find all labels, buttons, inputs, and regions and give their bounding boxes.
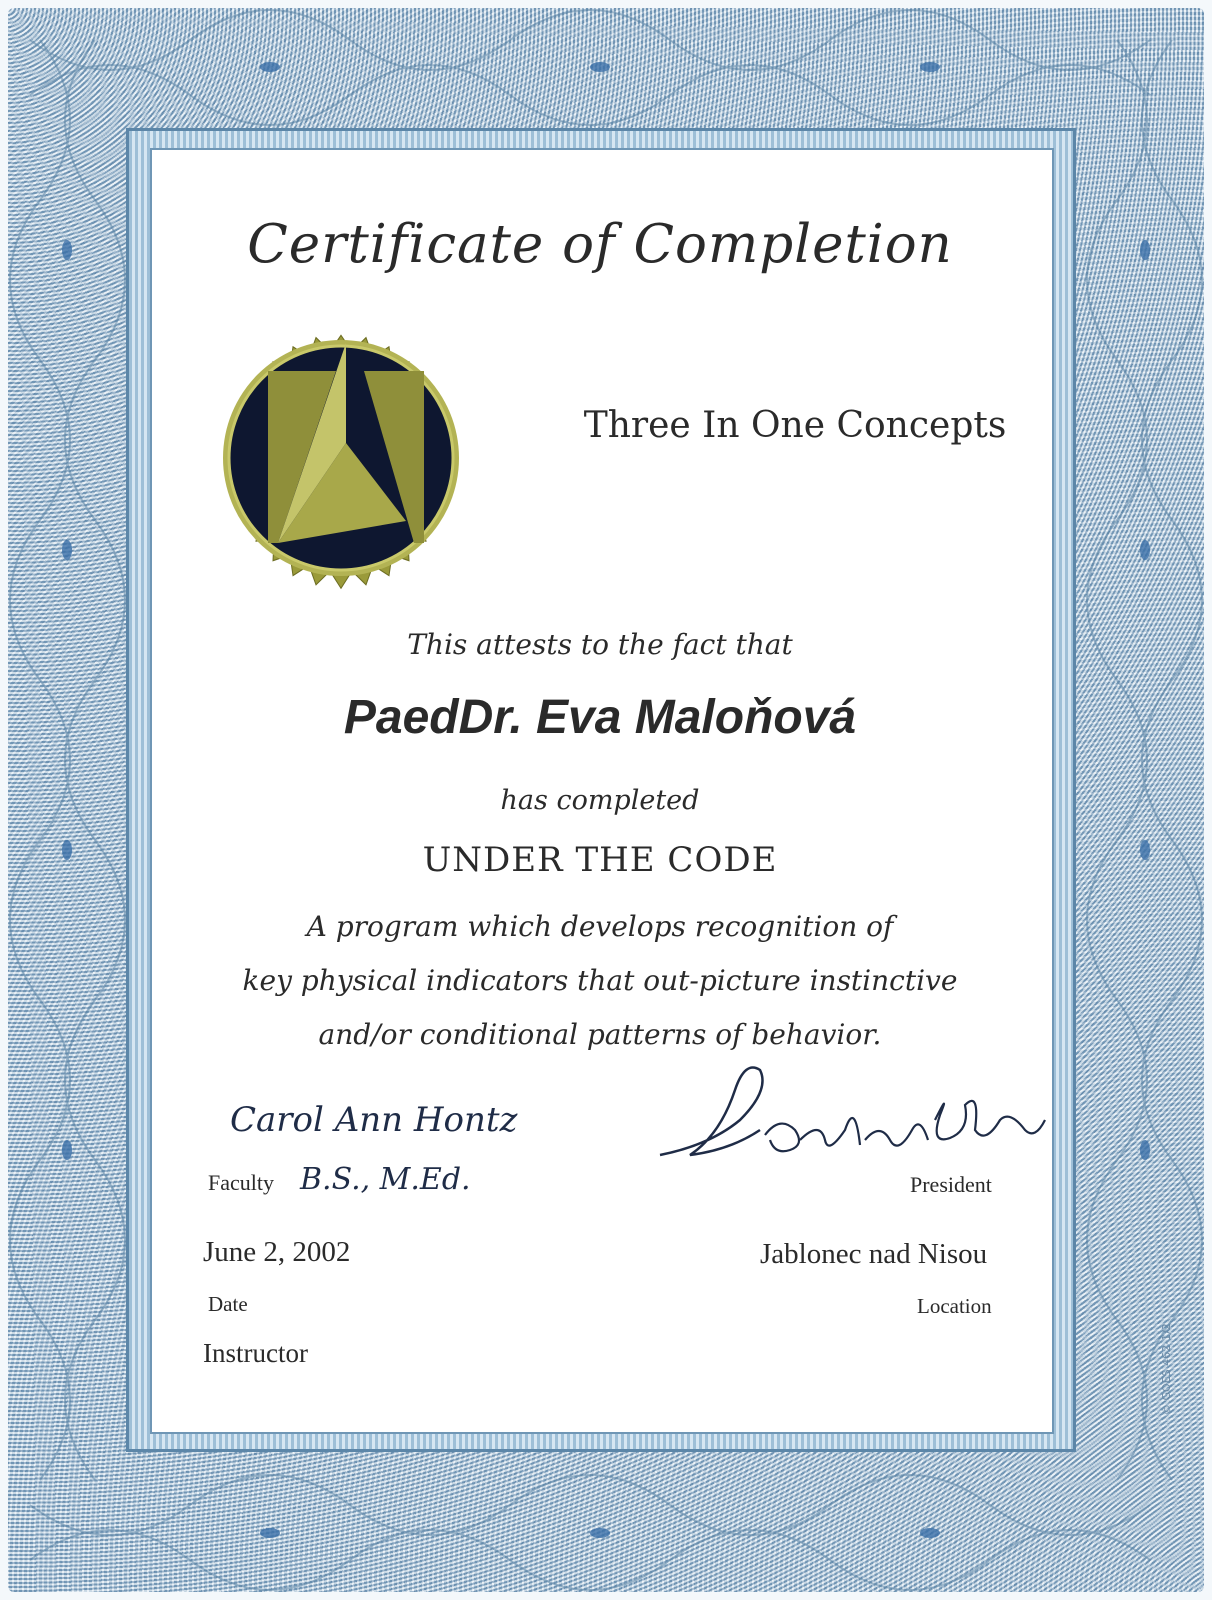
course-description [150, 900, 1050, 1062]
recipient-name: PaedDr. Eva Maloňová [343, 691, 857, 744]
print-code: © GOES 462-1/2 [1160, 1323, 1173, 1415]
date-value: June 2, 2002 [203, 1236, 351, 1268]
attests-line: This attests to the fact that [407, 628, 793, 661]
has-completed-line: has completed [500, 785, 700, 816]
location-value: Jablonec nad Nisou [760, 1238, 988, 1270]
description-line: A program which develops recognition of [306, 910, 894, 943]
organization-name: Three In One Concepts [583, 405, 1007, 446]
instructor-label: Instructor [203, 1338, 308, 1368]
faculty-signature: Carol Ann Hontz [230, 1100, 518, 1140]
description-line: and/or conditional patterns of behavior. [318, 1018, 882, 1051]
course-name: UNDER THE CODE [422, 840, 778, 880]
faculty-credentials: B.S., M.Ed. [300, 1162, 471, 1197]
location-label: Location [917, 1294, 992, 1318]
date-label: Date [208, 1292, 248, 1316]
president-label: President [910, 1172, 992, 1197]
faculty-label: Faculty [208, 1170, 274, 1195]
seal-logo-icon [196, 293, 486, 603]
description-line: key physical indicators that out-picture instinctive [242, 964, 958, 997]
president-signature [650, 1060, 1050, 1170]
certificate-title: Certificate of Completion [247, 214, 953, 275]
